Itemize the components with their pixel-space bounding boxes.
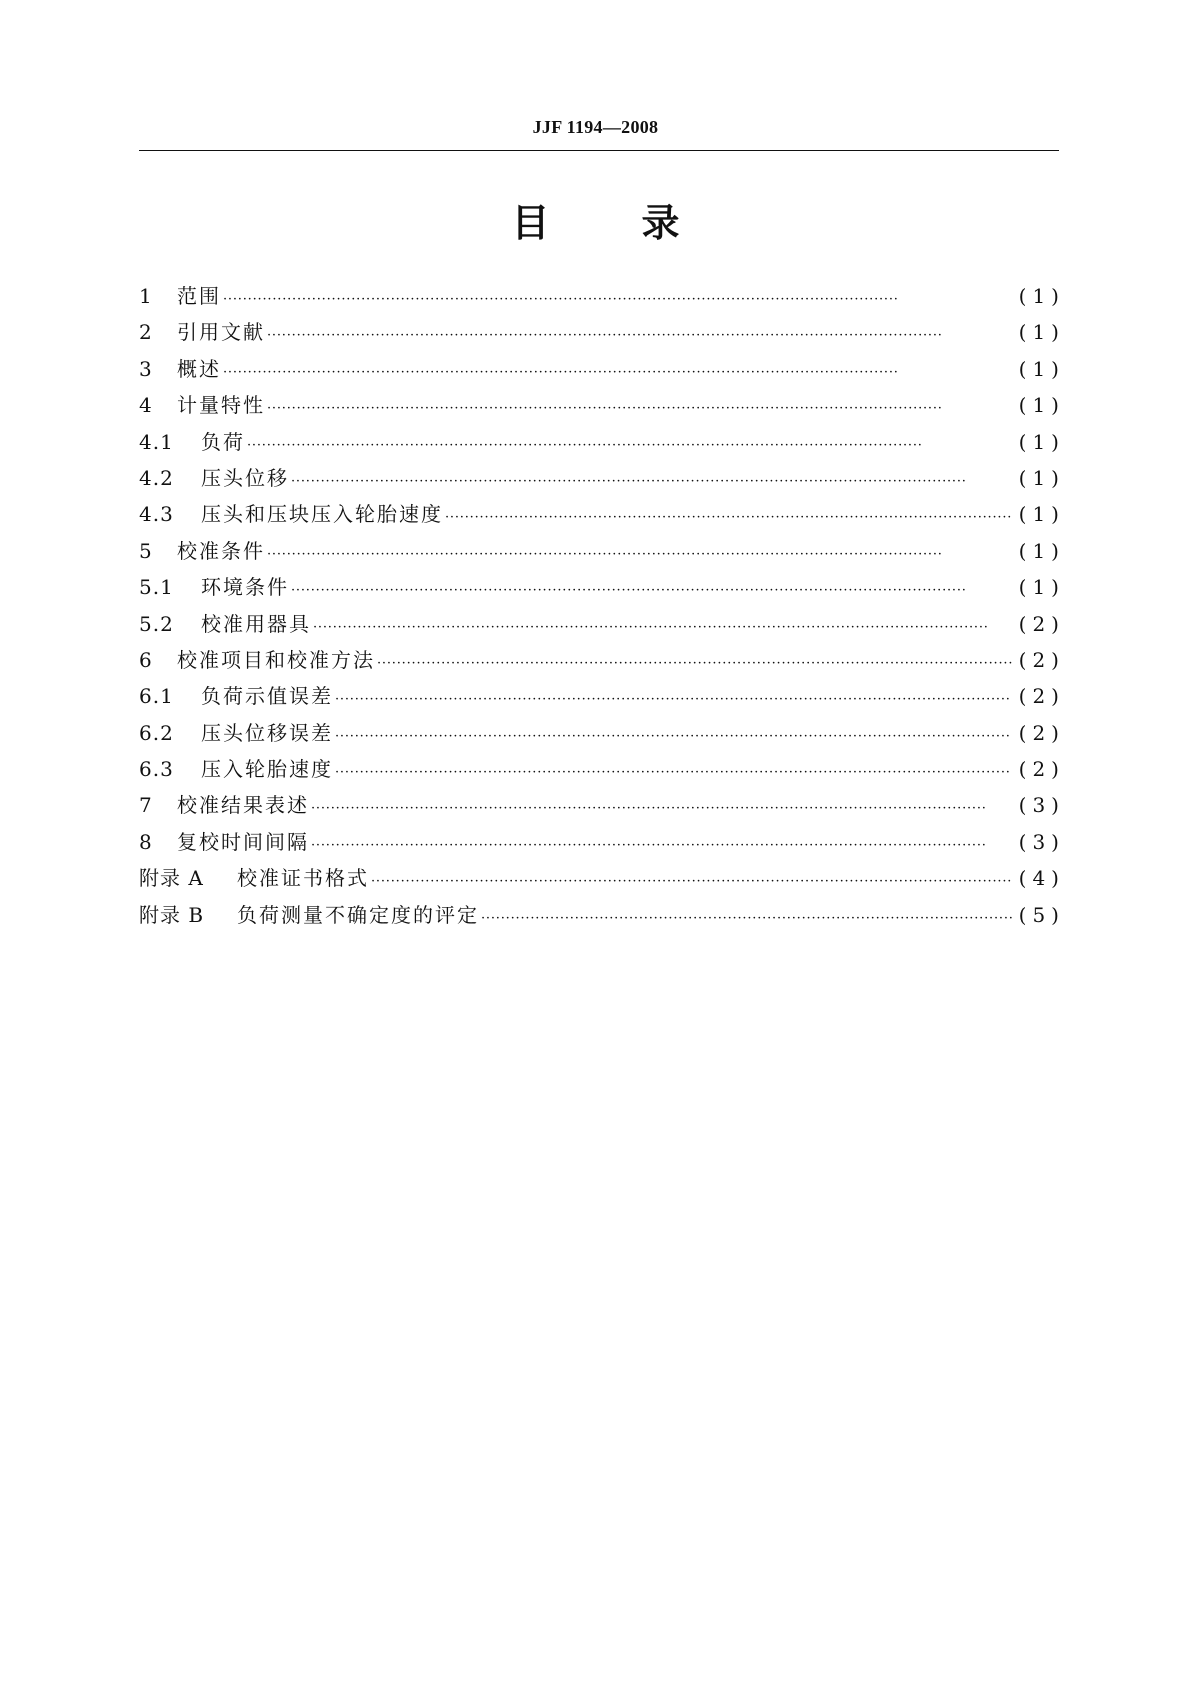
toc-entry[interactable] — [139, 496, 1065, 532]
toc-entry-page: (1) — [1018, 502, 1065, 527]
toc-entry-number: 5.2 — [139, 611, 174, 636]
toc-entry-page: (2) — [1018, 611, 1065, 636]
toc-entry[interactable] — [139, 787, 1065, 823]
toc-entry-title: 概述 — [177, 356, 221, 381]
toc-dot-leader — [223, 355, 1013, 391]
toc-entry-number: 6.3 — [139, 757, 174, 782]
toc-dot-leader — [335, 755, 1013, 791]
toc-entry-page: (2) — [1018, 684, 1065, 709]
toc-entry-number: 7 — [139, 793, 153, 818]
toc-entry-title: 校准证书格式 — [237, 866, 369, 891]
toc-dot-leader — [335, 682, 1013, 718]
toc-entry-title: 负荷示值误差 — [201, 684, 333, 709]
toc-entry-number: 附录 B — [139, 902, 205, 927]
toc-entry-number: 6 — [139, 647, 153, 672]
toc-entry[interactable] — [139, 678, 1065, 714]
toc-entry-number: 5.1 — [139, 575, 174, 600]
toc-entry-page: (3) — [1018, 829, 1065, 854]
toc-dot-leader — [223, 282, 1013, 318]
toc-entry-title: 校准项目和校准方法 — [177, 647, 375, 672]
toc-entry-page: (1) — [1018, 429, 1065, 454]
toc-entry-title: 环境条件 — [201, 575, 289, 600]
toc-entry[interactable] — [139, 642, 1065, 678]
toc-entry-number: 2 — [139, 320, 153, 345]
toc-dot-leader — [371, 864, 1013, 900]
toc-entry[interactable] — [139, 751, 1065, 787]
toc-entry-page: (1) — [1018, 284, 1065, 308]
toc-entry-page: (1) — [1018, 538, 1065, 563]
toc-dot-leader — [291, 573, 1013, 609]
header-rule — [139, 150, 1059, 151]
toc-entry[interactable] — [139, 460, 1065, 496]
toc-entry-number: 4.2 — [139, 465, 174, 490]
toc-dot-leader — [335, 719, 1013, 755]
toc-entry[interactable] — [139, 606, 1065, 642]
toc-dot-leader — [267, 318, 1013, 354]
toc-entry[interactable] — [139, 860, 1065, 896]
toc-entry-page: (2) — [1018, 720, 1065, 745]
toc-entry-page: (4) — [1018, 866, 1065, 891]
toc-entry-title: 负荷 — [201, 429, 245, 454]
toc-entry-title: 复校时间间隔 — [177, 829, 309, 854]
toc-entry-page: (2) — [1018, 647, 1065, 672]
toc-entry-number: 6.1 — [139, 684, 174, 709]
toc-entry-page: (3) — [1018, 793, 1065, 818]
toc-dot-leader — [377, 646, 1013, 682]
toc-entry[interactable] — [139, 569, 1065, 605]
toc-entry-title: 校准用器具 — [201, 611, 311, 636]
toc-entry[interactable] — [139, 533, 1065, 569]
toc-dot-leader — [247, 428, 1013, 464]
toc-dot-leader — [311, 828, 1013, 864]
toc-entry-number: 5 — [139, 538, 153, 563]
toc-entry[interactable] — [139, 824, 1065, 860]
toc-entry-number: 附录 A — [139, 866, 204, 891]
toc-entry-title: 范围 — [177, 284, 221, 308]
toc-list — [139, 278, 1065, 933]
toc-entry[interactable] — [139, 424, 1065, 460]
toc-entry-number: 3 — [139, 356, 153, 381]
toc-entry-number: 1 — [139, 284, 153, 308]
document-code: JJF 1194—2008 — [532, 117, 659, 137]
toc-entry-title: 计量特性 — [177, 393, 265, 418]
toc-entry-page: (1) — [1018, 356, 1065, 381]
toc-entry-page: (2) — [1018, 757, 1065, 782]
toc-dot-leader — [267, 391, 1013, 427]
toc-entry-title: 压头和压块压入轮胎速度 — [201, 502, 443, 527]
toc-entry-page: (5) — [1018, 902, 1065, 927]
toc-entry-number: 8 — [139, 829, 153, 854]
toc-entry-number: 6.2 — [139, 720, 174, 745]
toc-entry-title: 引用文献 — [177, 320, 265, 345]
toc-entry-number: 4.1 — [139, 429, 174, 454]
toc-entry-title: 校准条件 — [177, 538, 265, 563]
toc-entry-page: (1) — [1018, 465, 1065, 490]
toc-entry[interactable] — [139, 278, 1065, 314]
toc-entry-title: 负荷测量不确定度的评定 — [237, 902, 479, 927]
toc-entry-title: 压入轮胎速度 — [201, 757, 333, 782]
toc-dot-leader — [445, 500, 1013, 536]
toc-entry-title: 压头位移误差 — [201, 720, 333, 745]
toc-dot-leader — [481, 901, 1013, 937]
toc-title-char-2: 录 — [641, 201, 680, 245]
toc-entry[interactable] — [139, 351, 1065, 387]
toc-entry-number: 4 — [139, 393, 153, 418]
toc-entry-page: (1) — [1018, 320, 1065, 345]
toc-title — [0, 198, 1191, 248]
toc-dot-leader — [313, 610, 1013, 646]
toc-entry-title: 校准结果表述 — [177, 793, 309, 818]
toc-entry[interactable] — [139, 314, 1065, 350]
toc-entry-number: 4.3 — [139, 502, 174, 527]
toc-dot-leader — [291, 464, 1013, 500]
toc-entry-page: (1) — [1018, 393, 1065, 418]
toc-title-char-1: 目 — [511, 201, 550, 245]
toc-entry[interactable] — [139, 387, 1065, 423]
toc-entry-page: (1) — [1018, 575, 1065, 600]
toc-entry[interactable] — [139, 897, 1065, 933]
toc-dot-leader — [311, 791, 1013, 827]
toc-entry-title: 压头位移 — [201, 465, 289, 490]
toc-entry[interactable] — [139, 715, 1065, 751]
toc-dot-leader — [267, 537, 1013, 573]
